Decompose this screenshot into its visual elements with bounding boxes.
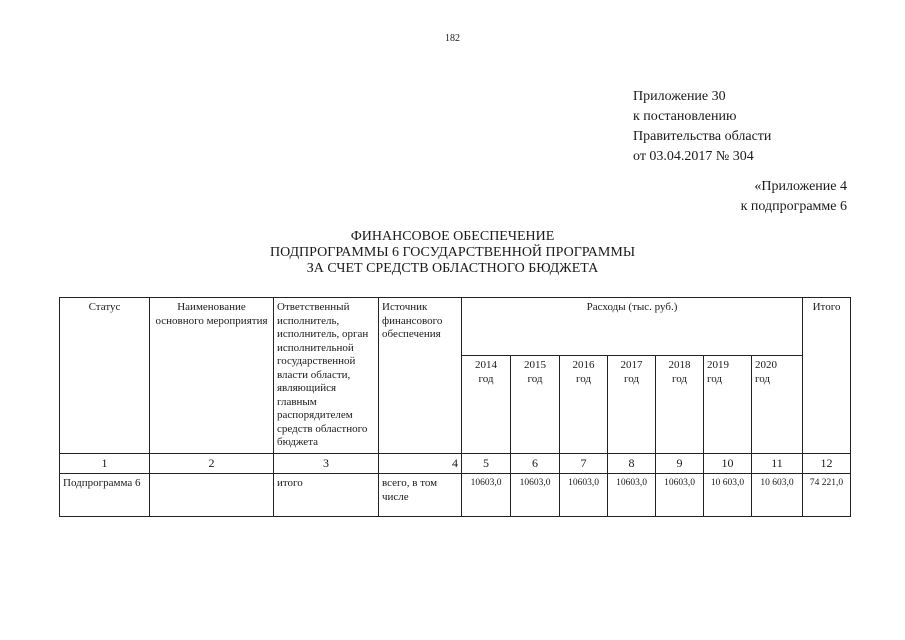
header-expenses: Расходы (тыс. руб.) [462,298,803,356]
cell-total: 74 221,0 [803,474,851,517]
column-number: 12 [803,453,851,474]
header-year [560,356,608,453]
appendix-reference [633,87,771,167]
header-total: Итого [803,298,851,454]
cell-value-2020: 10 603,0 [752,474,803,517]
sub-appendix-line: к подпрограмме 6 [740,199,847,214]
title-line: ФИНАНСОВОЕ ОБЕСПЕЧЕНИЕ [350,229,555,244]
appendix-line: к постановлению [633,109,737,124]
year-unit: год [755,372,771,385]
column-number: 9 [656,453,704,474]
year-number: 2014 [475,359,497,372]
header-year [462,356,511,453]
appendix-line: Приложение 30 [633,89,726,104]
column-number: 7 [560,453,608,474]
financing-table [59,297,851,517]
cell-value-2017: 10603,0 [608,474,656,517]
table-row [60,474,851,517]
cell-value-2019: 10 603,0 [704,474,752,517]
header-year [704,356,752,453]
cell-status: Подпрограмма 6 [60,474,150,517]
year-unit: год [478,372,494,385]
cell-value-2018: 10603,0 [656,474,704,517]
cell-responsible: итого [274,474,379,517]
column-number: 2 [150,453,274,474]
header-year [608,356,656,453]
year-unit: год [623,372,640,385]
document-title [0,229,905,277]
header-source: Источник финансового обеспечения [379,298,462,454]
column-number: 8 [608,453,656,474]
header-name: Наименование основного мероприятия [150,298,274,454]
page-number: 182 [445,33,460,44]
sub-appendix-line: «Приложение 4 [754,179,847,194]
column-number-row [60,453,851,474]
year-number: 2020 [755,359,777,372]
year-number: 2016 [572,359,595,372]
header-row [60,298,851,356]
title-line: ПОДПРОГРАММЫ 6 ГОСУДАРСТВЕННОЙ ПРОГРАММЫ [269,245,636,260]
year-number: 2019 [707,359,729,372]
appendix-line: Правительства области [633,129,772,144]
year-number: 2018 [668,359,691,372]
header-year [752,356,803,453]
column-number: 5 [462,453,511,474]
cell-value-2015: 10603,0 [511,474,560,517]
column-number: 10 [704,453,752,474]
cell-name [150,474,274,517]
column-number: 3 [274,453,379,474]
year-unit: год [671,372,688,385]
column-number: 4 [379,453,462,474]
title-line: ЗА СЧЕТ СРЕДСТВ ОБЛАСТНОГО БЮДЖЕТА [306,261,599,276]
cell-source: всего, в том числе [379,474,462,517]
column-number: 1 [60,453,150,474]
header-year [511,356,560,453]
cell-value-2016: 10603,0 [560,474,608,517]
column-number: 11 [752,453,803,474]
header-responsible: Ответственный исполнитель, исполнитель, орган исполнительной государственной власти области, являющийся главным распорядителем средств областного бюджета [274,298,379,454]
year-unit: год [527,372,543,385]
column-number: 6 [511,453,560,474]
year-number: 2017 [620,359,643,372]
header-status: Статус [60,298,150,454]
appendix-line: от 03.04.2017 № 304 [633,149,754,164]
year-number: 2015 [524,359,546,372]
sub-appendix-reference [741,177,847,217]
year-unit: год [575,372,592,385]
cell-value-2014: 10603,0 [462,474,511,517]
year-unit: год [707,372,723,385]
header-year [656,356,704,453]
